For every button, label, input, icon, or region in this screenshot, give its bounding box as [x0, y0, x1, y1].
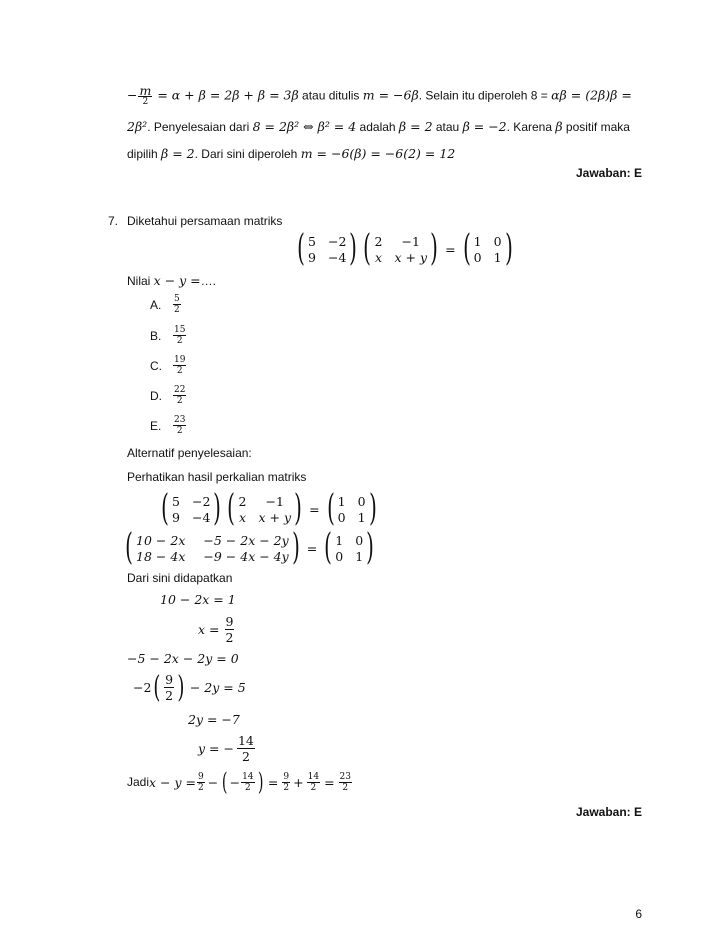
option-e: E. $\frac{23}{2}$ [150, 415, 186, 436]
question-number: 7. [108, 214, 119, 228]
equation-3: −5 − 2x − 2y = 0 [127, 651, 239, 666]
intro-line-2: 2β². Penyelesaian dari 8 = 2β² ⇔ β² = 4 adalah β = 2 atau β = −2. Karena β positif maka [127, 119, 630, 134]
product-matrix: ( 10 − 2x −5 − 2x − 2y 18 − 4x −9 − 4x − 4y ) [125, 527, 300, 568]
option-a: A. $\frac{5}{2}$ [150, 294, 180, 315]
question-ask: Nilai x − y =…. [127, 273, 216, 288]
solution-line-1: Perhatikan hasil perkalian matriks [127, 470, 307, 484]
option-b: B. $\frac{15}{2}$ [150, 325, 186, 346]
derived-text: Dari sini didapatkan [127, 571, 233, 585]
page-number: 6 [635, 907, 642, 921]
question-text: Diketahui persamaan matriks [127, 214, 283, 228]
equation-6: y = − $\frac{14}{2}$ [198, 733, 254, 764]
question-matrix-equation: ( 5 −2 9 −4 ) ( 2 −1 x x + y ) = ( 1 0 0 1 ) [294, 229, 516, 269]
solution-matrix-equation: ( 5 −2 9 −4 ) ( 2 −1 x x + y ) = ( 1 0 0 1 ) [161, 488, 377, 529]
matrix-b: ( 2 −1 x x + y ) [363, 228, 438, 269]
equation-2: x = $\frac{9}{2}$ [198, 614, 234, 645]
fraction-m-over-2: $\frac{m}{2}$ [139, 83, 152, 107]
equation-4: −2 ( $\frac{9}{2}$ ) − 2y = 5 [133, 669, 246, 705]
solution-heading: Alternatif penyelesaian: [127, 446, 252, 460]
equation-5: 2y = −7 [188, 712, 240, 727]
option-c: C. $\frac{19}{2}$ [150, 355, 186, 376]
answer-label-2: Jawaban: E [575, 805, 642, 819]
intro-line-1: − $\frac{m}{2}$ = α + β = 2β + β = 3β atau ditulis m = −6β. Selain itu diperoleh 8 = αβ = (2β)β = [127, 83, 632, 107]
final-answer-line: Jadi x − y = $\frac{9}{2}$ − ( − $\frac{14}{2}$ ) = $\frac{9}{2}$ + $\frac{14}{2}$ = $\frac{23}{2}$ [127, 768, 351, 796]
identity-matrix: ( 1 0 0 1 ) [462, 228, 513, 269]
option-d: D. $\frac{22}{2}$ [150, 385, 186, 406]
product-matrix-equation: ( 10 − 2x −5 − 2x − 2y 18 − 4x −9 − 4x − 4y ) = ( 1 0 0 1 ) [122, 528, 377, 568]
matrix-a: ( 5 −2 9 −4 ) [297, 228, 358, 269]
equation-1: 10 − 2x = 1 [160, 592, 236, 607]
answer-label-1: Jawaban: E [575, 166, 642, 180]
intro-line-3: dipilih β = 2. Dari sini diperoleh m = −6(β) = −6(2) = 12 [127, 146, 456, 161]
